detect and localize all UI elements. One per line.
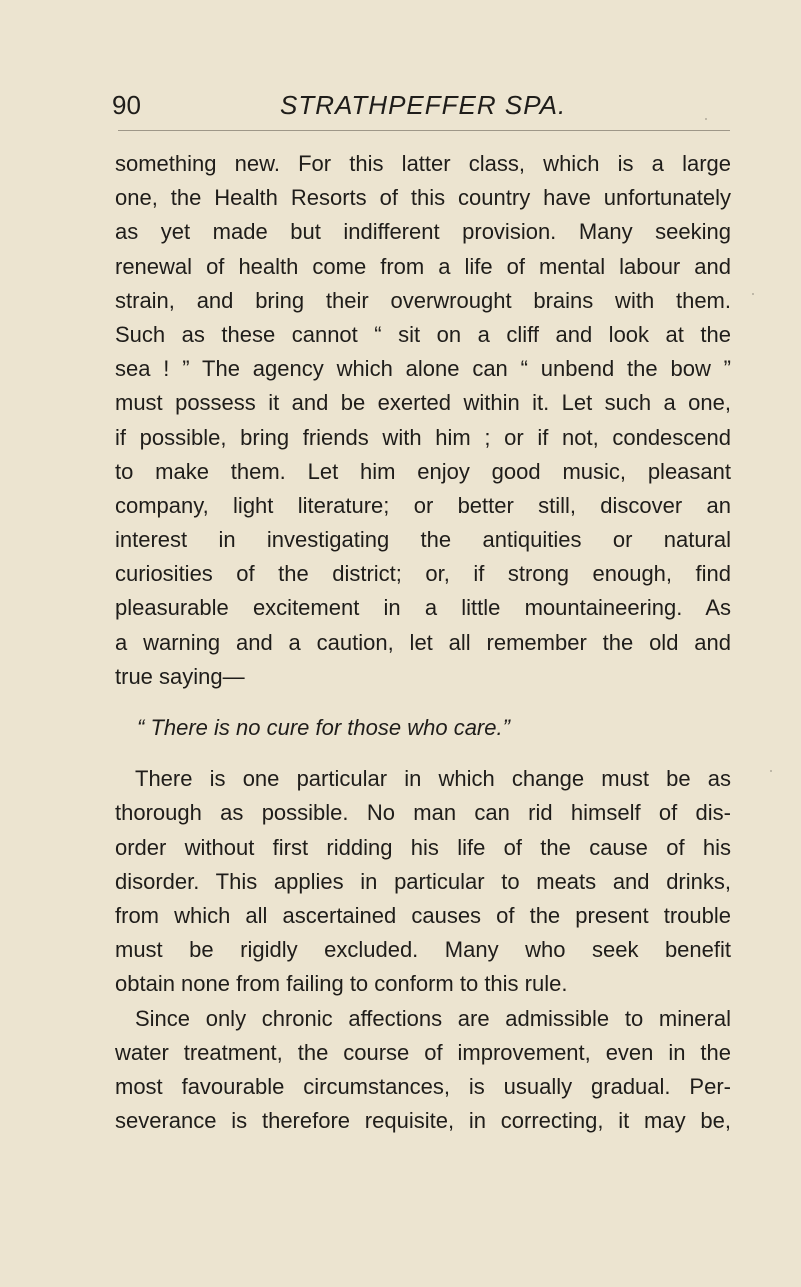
header-rule — [118, 130, 730, 131]
paper-speck — [752, 293, 754, 295]
text-line: curiosities of the district; or, if strong enough, find — [115, 561, 731, 587]
text-line: Such as these cannot “ sit on a cliff and look at the — [115, 321, 731, 347]
text-line: must possess it and be exerted within it. Let such a one, — [115, 390, 731, 416]
text-line: if possible, bring friends with him ; or if not, condescend — [115, 424, 731, 450]
paragraph-gap — [115, 694, 731, 711]
text-line: to make them. Let him enjoy good music, pleasant — [115, 458, 731, 484]
text-line: renewal of health come from a life of mental labour and — [115, 253, 731, 279]
text-line: company, light literature; or better still, discover an — [115, 492, 731, 518]
text-line: most favourable circumstances, is usually gradual. Per- — [115, 1073, 731, 1099]
running-head — [112, 83, 729, 123]
quotation: “ There is no cure for those who care.” — [137, 715, 510, 740]
text-line: obtain none from failing to conform to this rule. — [115, 971, 568, 997]
page-number: 90 — [112, 90, 141, 120]
text-line: There is one particular in which change must be as — [135, 766, 731, 792]
text-line: thorough as possible. No man can rid himself of dis- — [115, 800, 731, 826]
text-line: disorder. This applies in particular to meats and drinks, — [115, 868, 731, 894]
text-line: something new. For this latter class, which is a large — [115, 151, 731, 176]
text-line: severance is therefore requisite, in correcting, it may be, — [115, 1108, 731, 1134]
body-text — [115, 147, 731, 1138]
text-line: order without first ridding his life of the cause of his — [115, 834, 731, 860]
paper-speck — [705, 118, 707, 120]
text-line: as yet made but indifferent provision. Many seeking — [115, 219, 731, 245]
text-line: from which all ascertained causes of the present trouble — [115, 902, 731, 928]
text-line: a warning and a caution, let all remember the old and — [115, 629, 731, 655]
text-line: must be rigidly excluded. Many who seek benefit — [115, 937, 731, 963]
text-line: one, the Health Resorts of this country have unfortunately — [115, 185, 731, 211]
text-line: interest in investigating the antiquities or natural — [115, 527, 731, 553]
paper-speck — [770, 770, 772, 772]
running-title: STRATHPEFFER SPA. — [280, 90, 567, 120]
text-line: Since only chronic affections are admissible to mineral — [135, 1005, 731, 1031]
text-line: water treatment, the course of improvement, even in the — [115, 1039, 731, 1065]
text-line: pleasurable excitement in a little mountaineering. As — [115, 595, 731, 621]
text-line: strain, and bring their overwrought brains with them. — [115, 287, 731, 313]
paragraph-gap — [115, 745, 731, 762]
text-line: sea ! ” The agency which alone can “ unbend the bow ” — [115, 356, 731, 382]
text-line: true saying— — [115, 663, 245, 689]
